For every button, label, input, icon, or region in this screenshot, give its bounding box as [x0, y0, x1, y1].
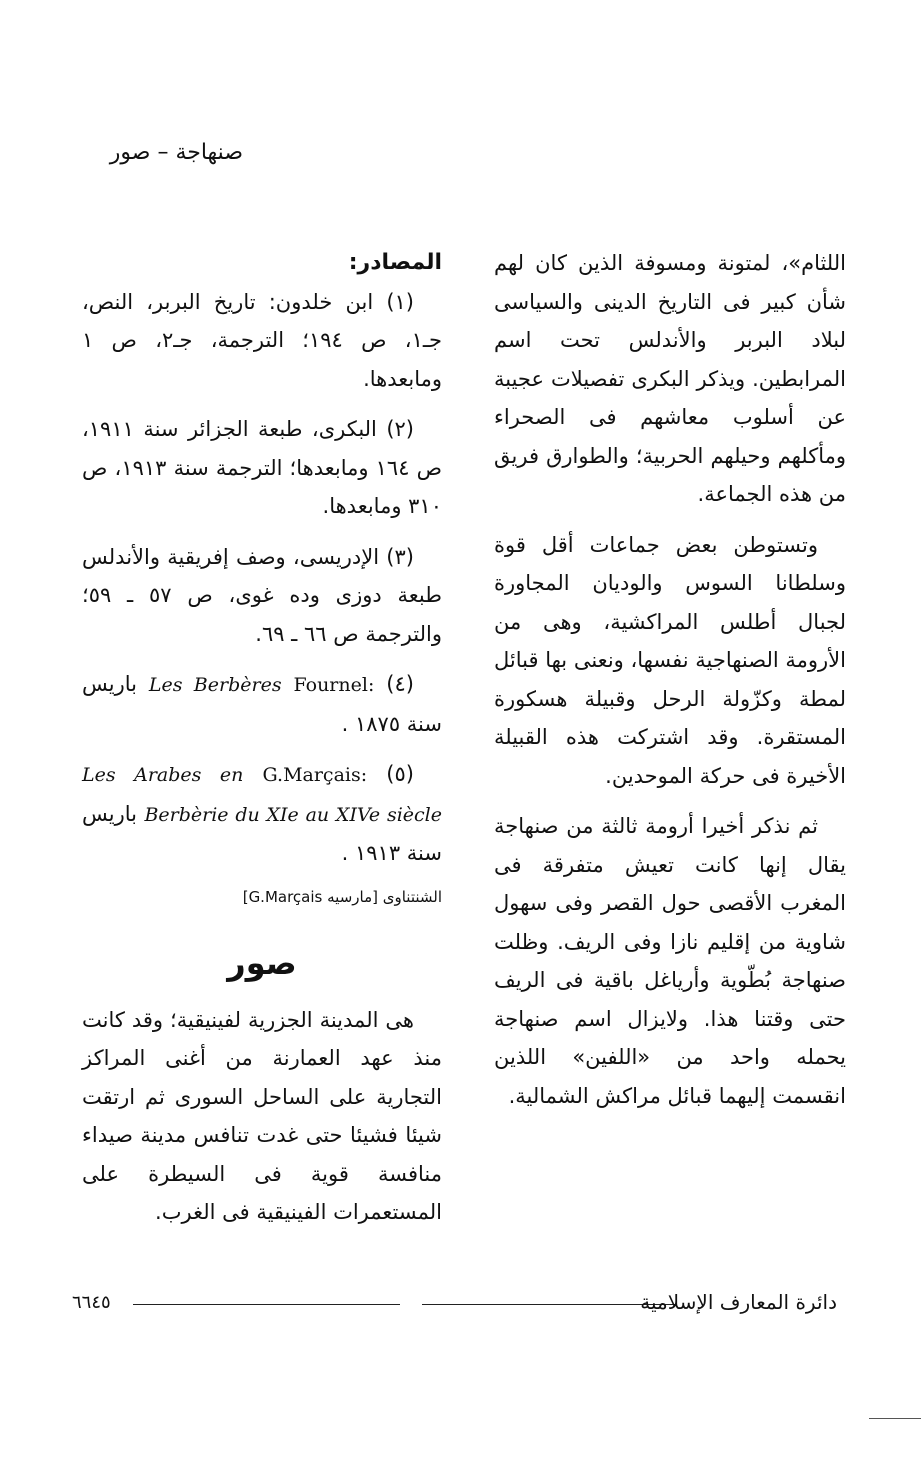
source-place: باريس — [82, 672, 138, 696]
footer-rule — [422, 1304, 677, 1305]
source-entry: (١) ابن خلدون: تاريخ البربر، النص، جـ١، ص ١٩٤؛ الترجمة، جـ٢، ص ١ ومابعدها. — [82, 289, 442, 391]
author-credit: الشنتناوى [مارسيه G.Marçais] — [242, 887, 442, 906]
source-number: (٥) — [386, 762, 414, 786]
sources-heading: المصادر: — [348, 250, 442, 275]
publication-name: دائرة المعارف الإسلامية — [640, 1290, 837, 1314]
footer-rule — [133, 1304, 400, 1305]
running-header: صنهاجة – صور — [109, 140, 243, 165]
source-place: باريس — [82, 801, 138, 826]
source-entry — [82, 755, 442, 873]
page-number: ٦٦٤٥ — [72, 1292, 111, 1313]
source-number: (٤) — [386, 672, 414, 696]
source-year: سنة ١٩١٣ . — [341, 841, 442, 865]
left-column — [82, 244, 442, 1244]
source-title: Les Arabes en Berbèrie du XIe au XIVe siècle — [82, 764, 442, 826]
source-entry: (٢) البكرى، طبعة الجزائر سنة ١٩١١، ص ١٦٤ ومابعدها؛ الترجمة سنة ١٩١٣، ص ٣١٠ ومابعدها. — [82, 417, 443, 518]
source-author: Fournel: — [293, 674, 375, 696]
article-title: صور — [227, 943, 297, 982]
source-entry: (٣) الإدريسى، وصف إفريقية والأندلس طبعة دوزى وده غوى، ص ٥٧ ـ ٥٩؛ والترجمة ص ٦٦ ـ ٦٩. — [82, 544, 442, 646]
article-paragraph: هى المدينة الجزرية لفينيقية؛ وقد كانت منذ عهد العمارنة من أغنى المراكز التجارية على الساحل السورى ثم ارتقت شيئا فشيئا حتى غدت تنافس مدينة صيداء منافسة قوية فى السيطرة على المستعمرات الفينيقية فى الغرب. — [82, 1007, 442, 1224]
body-paragraph: وتستوطن بعض جماعات أقل قوة وسلطانا السوس والوديان المجاورة لجبال أطلس المراكشية، وهى من الأرومة الصنهاجية نفسها، ونعنى بها قبائل لمطة وكزّولة الرحل وقبيلة هسكورة المستقرة. وقد اشتركت هذه القبيلة الأخيرة فى حركة الموحدين. — [494, 532, 846, 788]
source-entry — [82, 665, 442, 743]
source-title: Les Berbères — [148, 674, 282, 696]
body-paragraph: ثم نذكر أخيرا أرومة ثالثة من صنهاجة يقال إنها كانت تعيش متفرقة فى المغرب الأقصى حول القصر وفى سهول شاوية من إقليم نازا وفى الريف. وظلت صنهاجة بُطّوية وأرياغل باقية فى الريف حتى وقتنا هذا. ولايزال اسم صنهاجة يحمله واحد من «اللفين» اللذين انقسمت إليهما قبائل مراكش الشمالية. — [494, 814, 846, 1108]
source-year: سنة ١٨٧٥ . — [341, 711, 442, 736]
body-paragraph: اللثام»، لمتونة ومسوفة الذين كان لهم شأن كبير فى التاريخ الدينى والسياسى لبلاد البربر والأندلس تحت اسم المرابطين. ويذكر البكرى تفصيلات عجيبة عن أسلوب معاشهم فى الصحراء ومأكلهم وحيلهم الحربية؛ والطوارق فريق من هذه الجماعة. — [494, 251, 846, 506]
source-author: G.Marçais: — [262, 764, 368, 786]
right-column — [494, 244, 846, 1127]
margin-mark — [869, 1418, 921, 1419]
